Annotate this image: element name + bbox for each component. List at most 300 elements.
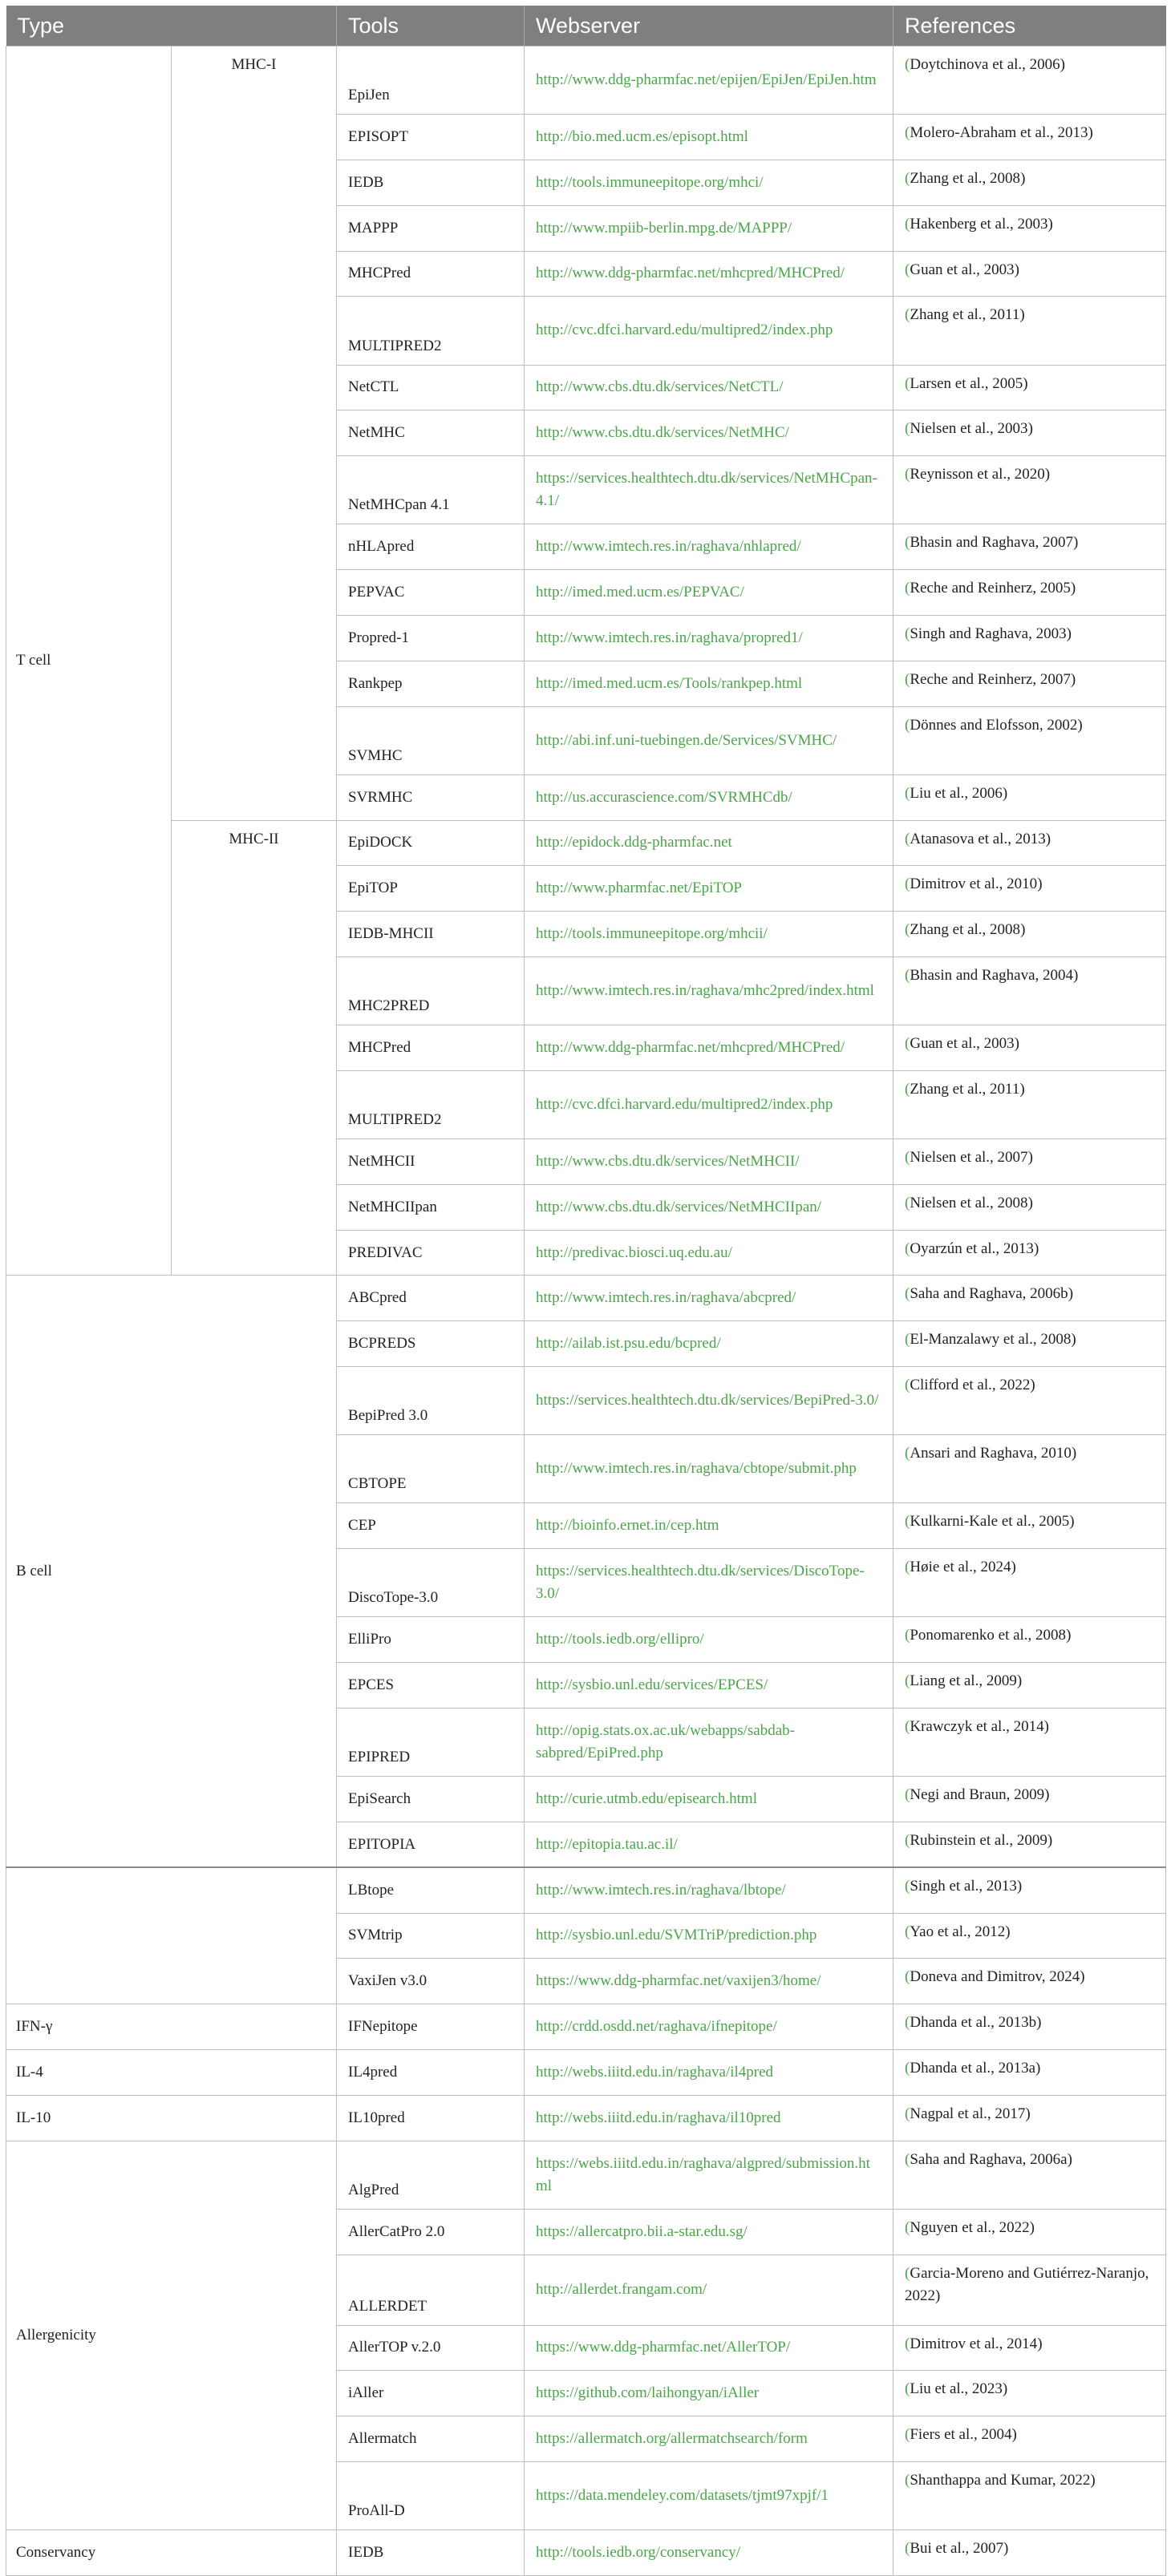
reference-link[interactable]: Bhasin and Raghava, 2004 <box>910 966 1074 984</box>
tool-name: PEPVAC <box>337 570 525 616</box>
open-paren: ( <box>905 1968 910 1986</box>
reference-cell <box>893 1184 1166 1230</box>
reference-cell <box>893 2141 1166 2209</box>
table-row <box>6 820 1166 866</box>
webserver-link[interactable]: http://www.imtech.res.in/raghava/lbtope/ <box>525 1867 893 1913</box>
tool-name: EPITOPIA <box>337 1822 525 1868</box>
reference-cell <box>893 297 1166 365</box>
table-row <box>6 1867 1166 1913</box>
reference-cell <box>893 1230 1166 1276</box>
webserver-link[interactable]: http://us.accurascience.com/SVRMHCdb/ <box>525 774 893 820</box>
webserver-link[interactable]: http://www.imtech.res.in/raghava/propred1/ <box>525 615 893 661</box>
tool-name: ElliPro <box>337 1617 525 1663</box>
reference-cell <box>893 2461 1166 2529</box>
webserver-link[interactable]: http://imed.med.ucm.es/Tools/rankpep.html <box>525 661 893 706</box>
reference-link[interactable]: Zhang et al., 2008 <box>910 169 1021 187</box>
reference-cell <box>893 1139 1166 1185</box>
reference-cell <box>893 1549 1166 1617</box>
reference-cell <box>893 661 1166 706</box>
tool-name: VaxiJen v3.0 <box>337 1959 525 2004</box>
reference-cell <box>893 956 1166 1025</box>
reference-cell <box>893 2095 1166 2141</box>
open-paren: ( <box>905 2264 910 2282</box>
webserver-link[interactable]: http://www.imtech.res.in/raghava/nhlapred/ <box>525 524 893 570</box>
reference-cell <box>893 2416 1166 2462</box>
tool-name: NetCTL <box>337 365 525 410</box>
open-paren: ( <box>905 466 910 483</box>
reference-link[interactable]: Atanasova et al., 2013 <box>910 830 1046 847</box>
reference-cell <box>893 2004 1166 2050</box>
webserver-link[interactable]: http://imed.med.ucm.es/PEPVAC/ <box>525 570 893 616</box>
webserver-link[interactable]: http://webs.iiitd.edu.in/raghava/il10pred <box>525 2095 893 2141</box>
subtype-cell: MHC-I <box>172 47 337 821</box>
reference-link[interactable]: Nielsen et al., 2003 <box>910 420 1028 438</box>
reference-link[interactable]: Reche and Reinherz, 2005 <box>910 580 1071 597</box>
reference-link[interactable]: Høie et al., 2024 <box>910 1559 1011 1576</box>
reference-link[interactable]: Singh and Raghava, 2003 <box>910 625 1067 642</box>
type-cell: Allergenicity <box>6 2141 337 2530</box>
close-paren: ) <box>1036 2014 1042 2032</box>
webserver-link[interactable]: https://github.com/laihongyan/iAller <box>525 2371 893 2416</box>
open-paren: ( <box>905 966 910 984</box>
open-paren: ( <box>905 215 910 233</box>
webserver-link[interactable]: http://tools.immuneepitope.org/mhci/ <box>525 160 893 205</box>
close-paren: ) <box>1023 374 1028 392</box>
reference-link[interactable]: Yao et al., 2012 <box>910 1923 1006 1940</box>
open-paren: ( <box>905 261 910 278</box>
webserver-link[interactable]: http://ailab.ist.psu.edu/bcpred/ <box>525 1321 893 1367</box>
close-paren: ) <box>1066 625 1072 642</box>
close-paren: ) <box>1068 1285 1074 1303</box>
reference-link[interactable]: Nielsen et al., 2008 <box>910 1194 1028 1211</box>
tool-name: nHLApred <box>337 524 525 570</box>
tool-name: ALLERDET <box>337 2255 525 2325</box>
webserver-link[interactable]: http://www.mpiib-berlin.mpg.de/MAPPP/ <box>525 205 893 251</box>
tool-name: EPISOPT <box>337 115 525 160</box>
reference-link[interactable]: Molero-Abraham et al., 2013 <box>910 124 1088 142</box>
tool-name: EpiJen <box>337 47 525 115</box>
reference-link[interactable]: Saha and Raghava, 2006a <box>910 2150 1068 2168</box>
open-paren: ( <box>905 2426 910 2444</box>
close-paren: ) <box>1073 534 1079 552</box>
open-paren: ( <box>905 716 910 734</box>
webserver-link[interactable]: https://services.healthtech.dtu.dk/services/NetMHCpan-4.1/ <box>525 456 893 524</box>
table-body <box>6 47 1166 2576</box>
close-paren: ) <box>1027 1149 1033 1167</box>
close-paren: ) <box>1016 1672 1023 1690</box>
open-paren: ( <box>905 1285 910 1303</box>
open-paren: ( <box>905 1377 910 1394</box>
webserver-link[interactable]: https://www.ddg-pharmfac.net/vaxijen3/home/ <box>525 1959 893 2004</box>
open-paren: ( <box>905 1513 910 1531</box>
header-tools: Tools <box>337 6 525 47</box>
open-paren: ( <box>905 534 910 552</box>
tool-name: MHC2PRED <box>337 956 525 1025</box>
tool-name: LBtope <box>337 1867 525 1913</box>
reference-link[interactable]: Dhanda et al., 2013b <box>910 2014 1037 2032</box>
open-paren: ( <box>905 2380 910 2398</box>
tool-name: EpiDOCK <box>337 820 525 866</box>
tool-name: SVRMHC <box>337 774 525 820</box>
close-paren: ) <box>1011 2426 1017 2444</box>
open-paren: ( <box>905 374 910 392</box>
reference-link[interactable]: Saha and Raghava, 2006b <box>910 1285 1068 1303</box>
reference-link[interactable]: Garcia-Moreno and Gutiérrez-Naranjo, 2022 <box>905 2264 1149 2304</box>
close-paren: ) <box>1030 1377 1035 1394</box>
reference-cell <box>893 1959 1166 2004</box>
tool-name: EPIPRED <box>337 1709 525 1777</box>
open-paren: ( <box>905 876 910 893</box>
reference-link[interactable]: Rubinstein et al., 2009 <box>910 1832 1047 1849</box>
reference-cell <box>893 115 1166 160</box>
webserver-link[interactable]: http://www.ddg-pharmfac.net/mhcpred/MHCPred/ <box>525 1025 893 1071</box>
open-paren: ( <box>905 2335 910 2352</box>
tool-name: MAPPP <box>337 205 525 251</box>
reference-link[interactable]: Negi and Braun, 2009 <box>910 1786 1045 1804</box>
webserver-link[interactable]: http://cvc.dfci.harvard.edu/multipred2/index.php <box>525 1070 893 1138</box>
tool-name: NetMHCIIpan <box>337 1184 525 1230</box>
open-paren: ( <box>905 1923 910 1940</box>
tool-name: ProAll-D <box>337 2461 525 2529</box>
webserver-link[interactable]: https://allermatch.org/allermatchsearch/form <box>525 2416 893 2462</box>
reference-cell <box>893 820 1166 866</box>
close-paren: ) <box>1077 716 1083 734</box>
tool-name: DiscoTope-3.0 <box>337 1549 525 1617</box>
reference-cell <box>893 1822 1166 1868</box>
reference-cell <box>893 2049 1166 2095</box>
tool-name: CEP <box>337 1503 525 1549</box>
webserver-link[interactable]: http://sysbio.unl.edu/SVMTriP/prediction.php <box>525 1913 893 1959</box>
tool-name: EpiSearch <box>337 1777 525 1822</box>
reference-cell <box>893 410 1166 456</box>
close-paren: ) <box>1043 1718 1049 1736</box>
tool-name: AlgPred <box>337 2141 525 2209</box>
reference-link[interactable]: Zhang et al., 2011 <box>910 1080 1020 1098</box>
reference-link[interactable]: Liu et al., 2023 <box>910 2380 1003 2398</box>
table-row <box>6 2530 1166 2576</box>
open-paren: ( <box>905 670 910 688</box>
tool-name: Allermatch <box>337 2416 525 2462</box>
table-row <box>6 1276 1166 1321</box>
reference-cell <box>893 47 1166 115</box>
reference-cell <box>893 365 1166 410</box>
open-paren: ( <box>905 124 910 142</box>
reference-link[interactable]: Bhasin and Raghava, 2007 <box>910 534 1074 552</box>
reference-link[interactable]: Reynisson et al., 2020 <box>910 466 1045 483</box>
header-webserver: Webserver <box>525 6 893 47</box>
reference-cell <box>893 456 1166 524</box>
open-paren: ( <box>905 1035 910 1053</box>
webserver-link[interactable]: http://www.ddg-pharmfac.net/mhcpred/MHCPred/ <box>525 251 893 297</box>
tool-name: IEDB-MHCII <box>337 912 525 957</box>
reference-cell <box>893 1025 1166 1071</box>
webserver-link[interactable]: http://epidock.ddg-pharmfac.net <box>525 820 893 866</box>
tool-name: SVMtrip <box>337 1913 525 1959</box>
reference-link[interactable]: Shanthappa and Kumar, 2022 <box>910 2471 1091 2489</box>
tool-name: SVMHC <box>337 706 525 774</box>
tool-name: EPCES <box>337 1663 525 1709</box>
close-paren: ) <box>1066 1627 1072 1644</box>
open-paren: ( <box>905 2105 910 2122</box>
tool-name: iAller <box>337 2371 525 2416</box>
open-paren: ( <box>905 2014 910 2032</box>
close-paren: ) <box>1088 124 1093 142</box>
reference-link[interactable]: Krawczyk et al., 2014 <box>910 1718 1044 1736</box>
reference-link[interactable]: Liu et al., 2006 <box>910 784 1003 802</box>
reference-link[interactable]: Clifford et al., 2022 <box>910 1377 1031 1394</box>
reference-link[interactable]: Zhang et al., 2011 <box>910 306 1020 324</box>
tool-name: IEDB <box>337 160 525 205</box>
reference-cell <box>893 1617 1166 1663</box>
open-paren: ( <box>905 830 910 847</box>
tool-name: NetMHCpan 4.1 <box>337 456 525 524</box>
webserver-link[interactable]: http://www.imtech.res.in/raghava/abcpred/ <box>525 1276 893 1321</box>
type-cell: B cell <box>6 1276 337 1867</box>
tool-name: MULTIPRED2 <box>337 1070 525 1138</box>
close-paren: ) <box>1020 921 1026 939</box>
open-paren: ( <box>905 1445 910 1462</box>
reference-link[interactable]: Ponomarenko et al., 2008 <box>910 1627 1067 1644</box>
close-paren: ) <box>1047 1832 1053 1849</box>
webserver-link[interactable]: http://bio.med.ucm.es/episopt.html <box>525 115 893 160</box>
open-paren: ( <box>905 2471 910 2489</box>
reference-link[interactable]: Fiers et al., 2004 <box>910 2426 1012 2444</box>
open-paren: ( <box>905 921 910 939</box>
open-paren: ( <box>905 1672 910 1690</box>
webserver-link[interactable]: http://www.imtech.res.in/raghava/mhc2pred/index.html <box>525 956 893 1025</box>
webserver-link[interactable]: http://abi.inf.uni-tuebingen.de/Services/SVMHC/ <box>525 706 893 774</box>
open-paren: ( <box>905 420 910 438</box>
open-paren: ( <box>905 2218 910 2236</box>
close-paren: ) <box>1071 1331 1076 1349</box>
close-paren: ) <box>1044 466 1051 483</box>
close-paren: ) <box>1037 876 1043 893</box>
close-paren: ) <box>1014 1035 1019 1053</box>
reference-link[interactable]: Guan et al., 2003 <box>910 261 1015 278</box>
close-paren: ) <box>1003 2540 1009 2558</box>
close-paren: ) <box>1080 1968 1085 1986</box>
reference-link[interactable]: Oyarzún et al., 2013 <box>910 1239 1034 1257</box>
webserver-link[interactable]: http://tools.iedb.org/ellipro/ <box>525 1617 893 1663</box>
webserver-link[interactable]: http://bioinfo.ernet.in/cep.htm <box>525 1503 893 1549</box>
close-paren: ) <box>1014 261 1019 278</box>
reference-cell <box>893 160 1166 205</box>
reference-link[interactable]: Doytchinova et al., 2006 <box>910 56 1060 73</box>
tool-name: Propred-1 <box>337 615 525 661</box>
webserver-link[interactable]: https://www.ddg-pharmfac.net/AllerTOP/ <box>525 2325 893 2371</box>
type-cell: IL-10 <box>6 2095 337 2141</box>
webserver-link[interactable]: http://www.imtech.res.in/raghava/cbtope/submit.php <box>525 1435 893 1503</box>
tool-name: IL4pred <box>337 2049 525 2095</box>
webserver-link[interactable]: http://predivac.biosci.uq.edu.au/ <box>525 1230 893 1276</box>
webserver-table <box>6 6 1166 2576</box>
close-paren: ) <box>1019 306 1025 324</box>
reference-cell <box>893 2325 1166 2371</box>
close-paren: ) <box>1067 2150 1072 2168</box>
reference-link[interactable]: Nguyen et al., 2022 <box>910 2218 1030 2236</box>
reference-link[interactable]: Doneva and Dimitrov, 2024 <box>910 1968 1080 1986</box>
close-paren: ) <box>1069 1513 1075 1531</box>
reference-link[interactable]: Ansari and Raghava, 2010 <box>910 1445 1072 1462</box>
open-paren: ( <box>905 1149 910 1167</box>
close-paren: ) <box>1033 1239 1039 1257</box>
tool-name: MHCPred <box>337 1025 525 1071</box>
close-paren: ) <box>1045 830 1051 847</box>
reference-link[interactable]: Dönnes and Elofsson, 2002 <box>910 716 1078 734</box>
tool-name: AllerTOP v.2.0 <box>337 2325 525 2371</box>
close-paren: ) <box>1019 1080 1025 1098</box>
webserver-link[interactable]: http://cvc.dfci.harvard.edu/multipred2/index.php <box>525 297 893 365</box>
close-paren: ) <box>1037 2335 1043 2352</box>
webserver-link[interactable]: http://www.cbs.dtu.dk/services/NetMHC/ <box>525 410 893 456</box>
reference-cell <box>893 1276 1166 1321</box>
reference-cell <box>893 205 1166 251</box>
open-paren: ( <box>905 1559 910 1576</box>
reference-link[interactable]: El-Manzalawy et al., 2008 <box>910 1331 1072 1349</box>
webserver-link[interactable]: http://tools.iedb.org/conservancy/ <box>525 2530 893 2576</box>
webserver-link[interactable]: http://www.pharmfac.net/EpiTOP <box>525 866 893 912</box>
reference-cell <box>893 1663 1166 1709</box>
reference-link[interactable]: Liang et al., 2009 <box>910 1672 1017 1690</box>
table-row <box>6 2141 1166 2209</box>
reference-link[interactable]: Dimitrov et al., 2010 <box>910 876 1038 893</box>
open-paren: ( <box>905 1239 910 1257</box>
close-paren: ) <box>1044 1786 1050 1804</box>
webserver-link[interactable]: https://webs.iiitd.edu.in/raghava/algpred/submission.html <box>525 2141 893 2209</box>
reference-link[interactable]: Dhanda et al., 2013a <box>910 2059 1036 2077</box>
webserver-link[interactable]: https://data.mendeley.com/datasets/tjmt97xpjf/1 <box>525 2461 893 2529</box>
type-cell: Conservancy <box>6 2530 337 2576</box>
webserver-link[interactable]: http://epitopia.tau.ac.il/ <box>525 1822 893 1868</box>
close-paren: ) <box>1035 2059 1041 2077</box>
open-paren: ( <box>905 306 910 324</box>
table-row <box>6 47 1166 115</box>
reference-link[interactable]: Dimitrov et al., 2014 <box>910 2335 1038 2352</box>
tool-name: PREDIVAC <box>337 1230 525 1276</box>
reference-cell <box>893 251 1166 297</box>
tool-name: ABCpred <box>337 1276 525 1321</box>
reference-cell <box>893 774 1166 820</box>
open-paren: ( <box>905 1832 910 1849</box>
tool-name: IFNepitope <box>337 2004 525 2050</box>
open-paren: ( <box>905 169 910 187</box>
reference-link[interactable]: Reche and Reinherz, 2007 <box>910 670 1071 688</box>
webserver-link[interactable]: http://opig.stats.ox.ac.uk/webapps/sabdab-sabpred/EpiPred.php <box>525 1709 893 1777</box>
close-paren: ) <box>1073 966 1079 984</box>
tool-name: IEDB <box>337 2530 525 2576</box>
reference-cell <box>893 1709 1166 1777</box>
table-row <box>6 2049 1166 2095</box>
open-paren: ( <box>905 2059 910 2077</box>
close-paren: ) <box>1070 670 1076 688</box>
type-cell: T cell <box>6 47 172 1276</box>
webserver-link[interactable]: https://services.healthtech.dtu.dk/services/DiscoTope-3.0/ <box>525 1549 893 1617</box>
close-paren: ) <box>1090 2471 1096 2489</box>
open-paren: ( <box>905 1080 910 1098</box>
reference-cell <box>893 2209 1166 2255</box>
reference-cell <box>893 1777 1166 1822</box>
open-paren: ( <box>905 1878 910 1895</box>
webserver-link[interactable]: http://crdd.osdd.net/raghava/ifnepitope/ <box>525 2004 893 2050</box>
tool-name: BCPREDS <box>337 1321 525 1367</box>
close-paren: ) <box>1070 580 1076 597</box>
reference-link[interactable]: Nagpal et al., 2017 <box>910 2105 1026 2122</box>
tool-name: Rankpep <box>337 661 525 706</box>
webserver-link[interactable]: http://www.cbs.dtu.dk/services/NetMHCIIpan/ <box>525 1184 893 1230</box>
type-cell: IL-4 <box>6 2049 337 2095</box>
reference-cell <box>893 912 1166 957</box>
tool-name: AllerCatPro 2.0 <box>337 2209 525 2255</box>
reference-cell <box>893 615 1166 661</box>
close-paren: ) <box>1002 2380 1008 2398</box>
reference-cell <box>893 1503 1166 1549</box>
reference-cell <box>893 1321 1166 1367</box>
open-paren: ( <box>905 56 910 73</box>
reference-cell <box>893 1367 1166 1435</box>
close-paren: ) <box>1071 1445 1077 1462</box>
tool-name: MULTIPRED2 <box>337 297 525 365</box>
close-paren: ) <box>1005 1923 1011 1940</box>
reference-link[interactable]: Larsen et al., 2005 <box>910 374 1023 392</box>
webserver-link[interactable]: https://allercatpro.bii.a-star.edu.sg/ <box>525 2209 893 2255</box>
webserver-link[interactable]: http://www.cbs.dtu.dk/services/NetCTL/ <box>525 365 893 410</box>
type-cell <box>6 1867 337 2004</box>
subtype-cell: MHC-II <box>172 820 337 1276</box>
close-paren: ) <box>1047 215 1053 233</box>
close-paren: ) <box>1060 56 1065 73</box>
webserver-link[interactable]: http://www.cbs.dtu.dk/services/NetMHCII/ <box>525 1139 893 1185</box>
webserver-link[interactable]: http://sysbio.unl.edu/services/EPCES/ <box>525 1663 893 1709</box>
tool-name: NetMHCII <box>337 1139 525 1185</box>
reference-cell <box>893 2371 1166 2416</box>
webserver-link[interactable]: http://tools.immuneepitope.org/mhcii/ <box>525 912 893 957</box>
reference-link[interactable]: Bui et al., 2007 <box>910 2540 1003 2558</box>
close-paren: ) <box>935 2287 941 2304</box>
open-paren: ( <box>905 1627 910 1644</box>
open-paren: ( <box>905 1718 910 1736</box>
reference-cell <box>893 1913 1166 1959</box>
close-paren: ) <box>1002 784 1008 802</box>
reference-link[interactable]: Hakenberg et al., 2003 <box>910 215 1048 233</box>
tool-name: NetMHC <box>337 410 525 456</box>
close-paren: ) <box>1020 169 1026 187</box>
webserver-link[interactable]: http://allerdet.frangam.com/ <box>525 2255 893 2325</box>
reference-link[interactable]: Singh et al., 2013 <box>910 1878 1017 1895</box>
open-paren: ( <box>905 625 910 642</box>
reference-link[interactable]: Kulkarni-Kale et al., 2005 <box>910 1513 1070 1531</box>
webserver-link[interactable]: http://webs.iiitd.edu.in/raghava/il4pred <box>525 2049 893 2095</box>
tool-name: CBTOPE <box>337 1435 525 1503</box>
reference-cell <box>893 1435 1166 1503</box>
reference-cell <box>893 706 1166 774</box>
webserver-link[interactable]: http://curie.utmb.edu/episearch.html <box>525 1777 893 1822</box>
header-type: Type <box>6 6 337 47</box>
reference-cell <box>893 2530 1166 2576</box>
table-row <box>6 2095 1166 2141</box>
tool-name: MHCPred <box>337 251 525 297</box>
close-paren: ) <box>1027 420 1033 438</box>
type-cell: IFN-γ <box>6 2004 337 2050</box>
webserver-link[interactable]: http://www.ddg-pharmfac.net/epijen/EpiJen/EpiJen.htm <box>525 47 893 115</box>
webserver-link[interactable]: https://services.healthtech.dtu.dk/services/BepiPred-3.0/ <box>525 1367 893 1435</box>
open-paren: ( <box>905 1331 910 1349</box>
reference-link[interactable]: Nielsen et al., 2007 <box>910 1149 1028 1167</box>
table-row <box>6 2004 1166 2050</box>
reference-link[interactable]: Guan et al., 2003 <box>910 1035 1015 1053</box>
close-paren: ) <box>1011 1559 1016 1576</box>
reference-link[interactable]: Zhang et al., 2008 <box>910 921 1021 939</box>
open-paren: ( <box>905 580 910 597</box>
